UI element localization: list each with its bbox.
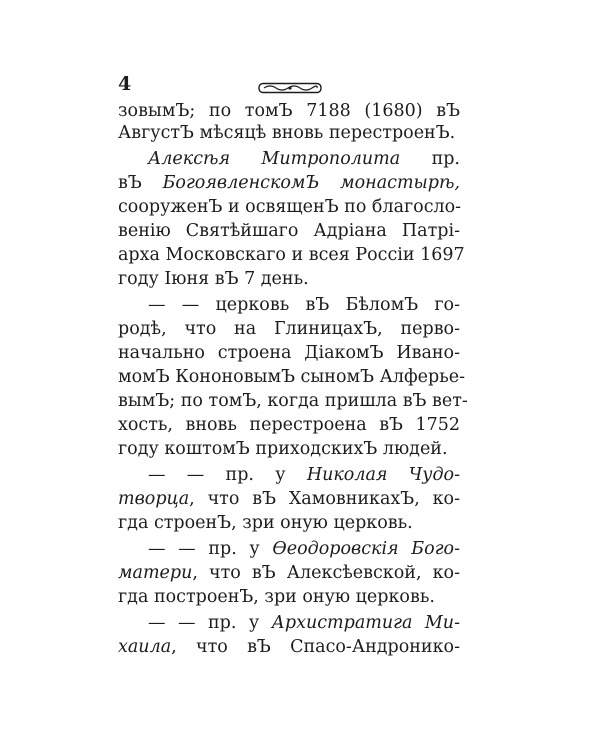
text-run: году Іюня вЪ 7 день. [118, 269, 309, 289]
text-run: вЪ [118, 173, 163, 193]
page-number: 4 [118, 73, 132, 95]
text-run: арха Московскаго и всея Россіи 1697 [118, 245, 465, 265]
italic-text-run: матери [118, 563, 193, 583]
text-run: АвгустЪ мѣсяцѣ вновь перестроенЪ. [118, 123, 456, 143]
text-line [118, 366, 465, 388]
text-line [118, 318, 460, 340]
italic-text-run: Николая Чудо- [306, 465, 460, 485]
text-line [118, 172, 460, 194]
text-line [118, 390, 468, 412]
text-run: , что вЪ Спасо-Андронико- [171, 637, 460, 657]
text-run: — — церковь вЪ БѣломЪ го- [148, 295, 460, 315]
text-line [118, 342, 460, 364]
italic-text-run: Архистратига Ми- [271, 613, 460, 633]
text-line [118, 586, 460, 608]
text-line [118, 414, 460, 436]
printer-ornament-icon [258, 82, 322, 94]
text-run: гда построенЪ, зри оную церковь. [118, 587, 435, 607]
text-line [148, 148, 460, 170]
text-run: зовымЪ; по томЪ 7188 (1680) вЪ [118, 101, 460, 121]
text-run: момЪ КононовымЪ сыномЪ Алферье- [118, 367, 465, 387]
text-line [118, 438, 460, 460]
text-line [118, 512, 428, 534]
text-line [148, 464, 460, 486]
text-run: венію Святѣйшаго Адріана Патрі- [118, 221, 460, 241]
text-line [118, 100, 460, 122]
text-run: — — пр. у [148, 613, 272, 633]
text-line [118, 220, 460, 242]
text-run: родѣ, что на ГлиницахЪ, перво- [118, 319, 460, 339]
text-run: начально строена ДіакомЪ Ивано- [118, 343, 460, 363]
text-line [148, 538, 460, 560]
text-line [148, 612, 460, 634]
text-run: , что вЪ ХамовникахЪ, ко- [189, 489, 460, 509]
text-run: вымЪ; по томЪ, когда пришла вЪ вет- [118, 391, 468, 411]
text-run: году коштомЪ приходскихЪ людей. [118, 439, 448, 459]
text-run: гда строенЪ, зри оную церковь. [118, 513, 413, 533]
text-line [118, 196, 460, 218]
text-run: хость, вновь перестроена вЪ 1752 [118, 415, 460, 435]
text-run: , что вЪ Алексѣевской, ко- [192, 563, 460, 583]
text-run: сооруженЪ и освященЪ по благосло- [118, 197, 462, 217]
text-line [118, 244, 465, 266]
text-line [118, 636, 460, 658]
text-line [118, 268, 338, 290]
italic-text-run: хаила [118, 637, 172, 657]
text-run: пр. [400, 149, 460, 169]
text-line [148, 294, 460, 316]
italic-text-run: творца [118, 489, 190, 509]
text-run: — — пр. у [148, 539, 273, 559]
italic-text-run: БогоявленскомЪ монастырѣ, [162, 173, 460, 193]
italic-text-run: Алексѣя Митрополита [148, 149, 401, 169]
text-line [118, 488, 460, 510]
text-line [118, 562, 460, 584]
italic-text-run: Ѳеодоровскія Бого- [272, 539, 460, 559]
text-line [118, 122, 460, 144]
text-run: — — пр. у [148, 465, 307, 485]
